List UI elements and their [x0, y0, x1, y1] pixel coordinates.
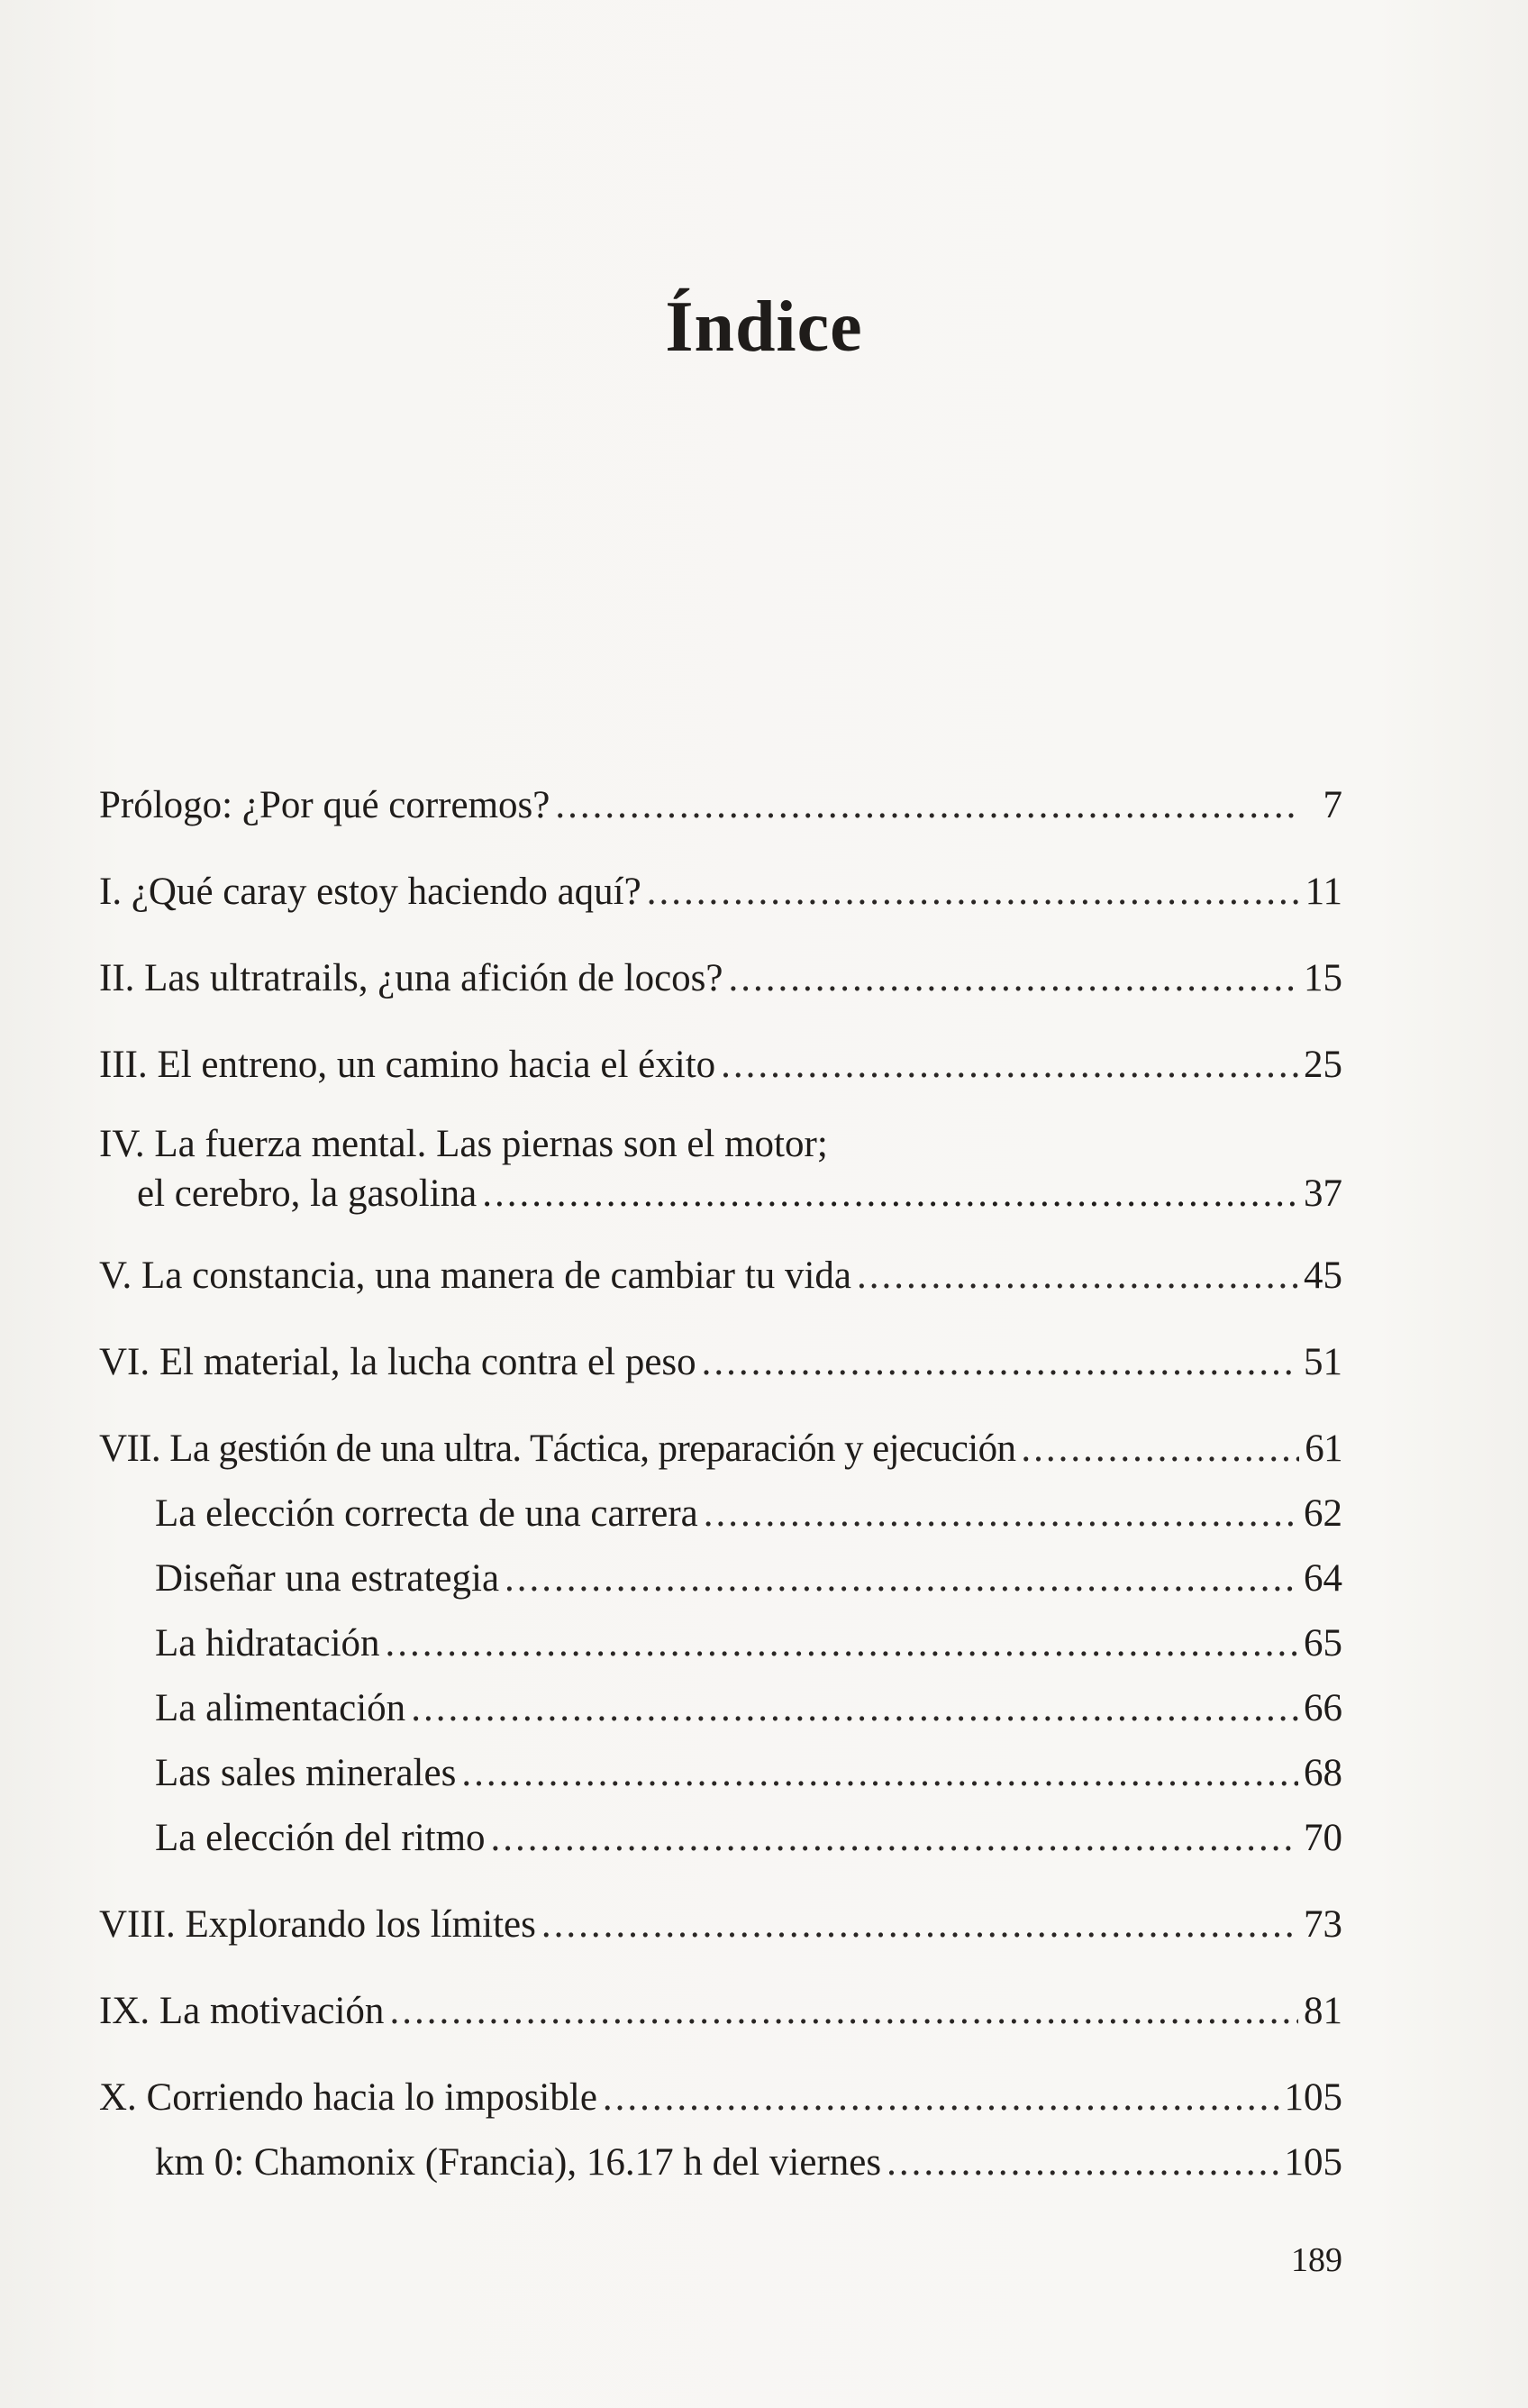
toc-entry-page: 15 — [1304, 957, 1342, 999]
toc-entry — [99, 1893, 1342, 1957]
toc-entry-label: km 0: Chamonix (Francia), 16.17 h del viernes — [155, 2141, 882, 2184]
toc-entry — [99, 1033, 1342, 1098]
toc-entry-label: I. ¿Qué caray estoy haciendo aquí? — [99, 871, 641, 913]
toc-entry-label: VII. La gestión de una ultra. Táctica, preparación y ejecución — [99, 1427, 1016, 1470]
toc-entry-page: 65 — [1304, 1622, 1342, 1665]
dot-leader — [857, 1244, 1298, 1309]
toc-entry-page: 81 — [1304, 1990, 1342, 2032]
toc-entry-page: 7 — [1323, 784, 1342, 826]
toc-entry-label: La alimentación — [155, 1687, 406, 1729]
dot-leader — [491, 1806, 1298, 1871]
toc-entry — [99, 1244, 1342, 1309]
toc-entry — [99, 1979, 1342, 2044]
toc-subentry — [99, 1676, 1342, 1741]
dot-leader — [555, 773, 1301, 838]
toc-entry — [99, 946, 1342, 1011]
toc-entry — [99, 1119, 1342, 1222]
toc-entry-page: 25 — [1304, 1044, 1342, 1086]
toc-entry-label: Las sales minerales — [155, 1752, 457, 1794]
toc-entry-label: VI. El material, la lucha contra el peso — [99, 1341, 696, 1383]
dot-leader — [702, 1330, 1298, 1395]
dot-leader — [411, 1676, 1298, 1741]
toc-entry — [99, 773, 1342, 838]
dot-leader — [887, 2130, 1278, 2195]
dot-leader — [461, 1741, 1298, 1806]
toc-entry-page: 105 — [1284, 2076, 1342, 2119]
dot-leader — [704, 1482, 1298, 1546]
toc-entry — [99, 860, 1342, 925]
toc-entry-label: La elección del ritmo — [155, 1817, 486, 1859]
toc-entry-page: 68 — [1304, 1752, 1342, 1794]
toc-entry-label: Diseñar una estrategia — [155, 1557, 500, 1600]
toc-subentry — [99, 1806, 1342, 1871]
toc-entry-label: II. Las ultratrails, ¿una afición de locos? — [99, 957, 723, 999]
toc-entry-page: 11 — [1305, 871, 1342, 913]
dot-leader — [505, 1546, 1298, 1611]
toc-entry-label: VIII. Explorando los límites — [99, 1903, 536, 1946]
toc-entry-label: La hidratación — [155, 1622, 380, 1665]
dot-leader — [1021, 1417, 1299, 1482]
dot-leader — [482, 1166, 1298, 1222]
toc-entry-label: IX. La motivación — [99, 1990, 385, 2032]
toc-entry-label: X. Corriendo hacia lo imposible — [99, 2076, 597, 2119]
toc-entry-page: 61 — [1305, 1427, 1342, 1470]
toc-entry-page: 62 — [1304, 1492, 1342, 1535]
toc-entry-page: 70 — [1304, 1817, 1342, 1859]
page-title: Índice — [665, 287, 863, 367]
dot-leader — [721, 1033, 1298, 1098]
toc-entry-page: 45 — [1304, 1254, 1342, 1297]
toc-entry-label: La elección correcta de una carrera — [155, 1492, 698, 1535]
table-of-contents — [99, 773, 1342, 2195]
dot-leader — [389, 1979, 1298, 2044]
toc-entry — [99, 1417, 1342, 1482]
toc-entry-label: V. La constancia, una manera de cambiar tu vida — [99, 1254, 851, 1297]
dot-leader — [729, 946, 1299, 1011]
toc-entry-label-continued: el cerebro, la gasolina — [137, 1172, 478, 1215]
toc-subentry — [99, 1741, 1342, 1806]
toc-entry-page: 73 — [1304, 1903, 1342, 1946]
toc-entry-page: 105 — [1284, 2141, 1342, 2184]
toc-subentry — [99, 1482, 1342, 1546]
toc-entry-label: III. El entreno, un camino hacia el éxito — [99, 1044, 716, 1086]
dot-leader — [603, 2066, 1279, 2130]
page-number: 189 — [1291, 2241, 1342, 2279]
toc-entry — [99, 2066, 1342, 2130]
toc-entry-page: 64 — [1304, 1557, 1342, 1600]
toc-entry-page: 37 — [1304, 1172, 1342, 1215]
toc-entry-label: IV. La fuerza mental. Las piernas son el motor; — [99, 1123, 828, 1165]
toc-entry — [99, 1330, 1342, 1395]
dot-leader — [647, 860, 1300, 925]
dot-leader — [386, 1611, 1298, 1676]
toc-entry-page: 66 — [1304, 1687, 1342, 1729]
toc-subentry — [99, 1546, 1342, 1611]
toc-entry-label: Prólogo: ¿Por qué corremos? — [99, 784, 550, 826]
toc-subentry — [99, 2130, 1342, 2195]
toc-subentry — [99, 1611, 1342, 1676]
dot-leader — [541, 1893, 1298, 1957]
toc-entry-page: 51 — [1304, 1341, 1342, 1383]
